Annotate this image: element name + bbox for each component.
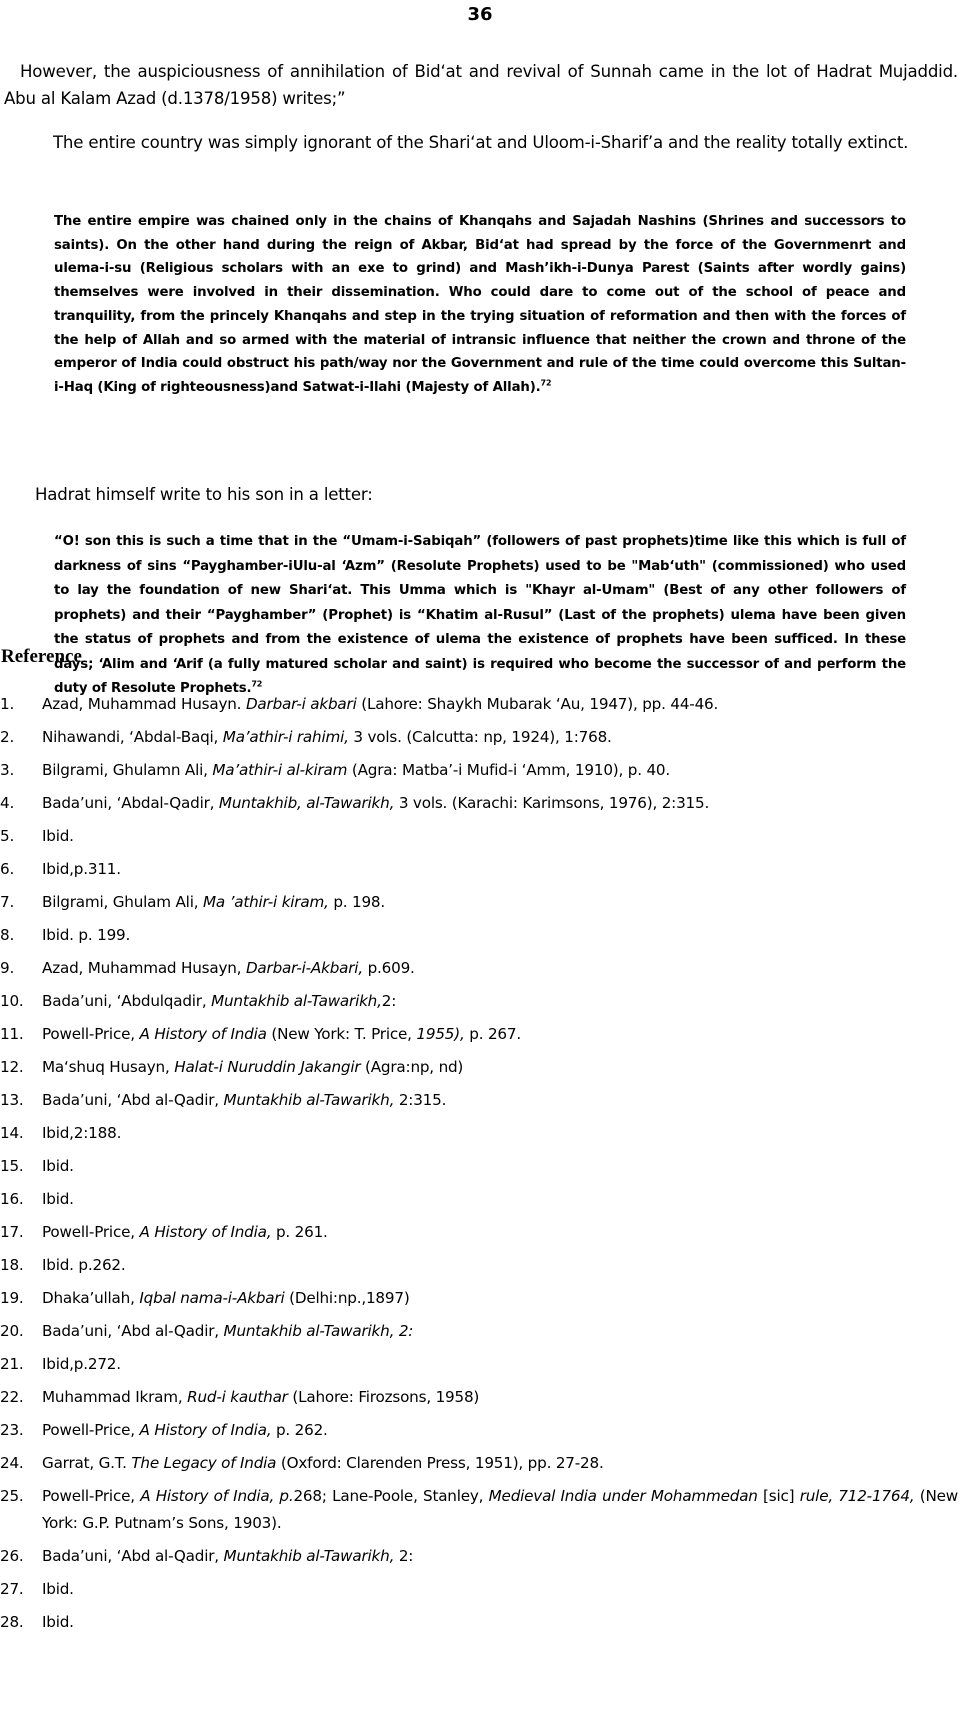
reference-text: Ibid.	[42, 1580, 74, 1598]
reference-item	[0, 1483, 958, 1537]
reference-text: p. 261.	[271, 1223, 328, 1241]
reference-number: 15.	[0, 1157, 24, 1175]
reference-item	[0, 1252, 958, 1279]
body-paragraph-2: Hadrat himself write to his son in a letter:	[35, 485, 373, 504]
reference-title: Muntakhib al-Tawarikh,	[223, 1091, 395, 1109]
reference-text: Ibid.	[42, 1157, 74, 1175]
reference-item	[0, 1384, 958, 1411]
reference-number: 24.	[0, 1454, 24, 1472]
reference-text: Bada’uni, ‘Abd al-Qadir,	[42, 1547, 224, 1565]
reference-item	[0, 889, 958, 916]
reference-number: 22.	[0, 1388, 24, 1406]
reference-text: Ibid.	[42, 1613, 74, 1631]
reference-number: 21.	[0, 1355, 24, 1373]
reference-number: 18.	[0, 1256, 24, 1274]
reference-text: Ibid,p.272.	[42, 1355, 121, 1373]
reference-item	[0, 922, 958, 949]
reference-text: Ibid,2:188.	[42, 1124, 122, 1142]
reference-title: Iqbal nama-i-Akbari	[139, 1289, 285, 1307]
reference-text: Nihawandi, ‘Abdal-Baqi,	[42, 728, 223, 746]
reference-number: 8.	[0, 926, 15, 944]
reference-number: 23.	[0, 1421, 24, 1439]
reference-item	[0, 1543, 958, 1570]
block-quote-text: “O! son this is such a time that in the “Umam-i-Sabiqah” (followers of past prophets)time like this which is full of darkness of sins “Payghamber-iUlu-al ‘Azm” (Resolute Prophets) used to be "Mab‘uth" (commissioned) who used to lay the foundation of new Shari‘at. This Umma which is "Khayr al-Umam" (Best of any other followers of prophets) and their “Payghamber” (Prophet) is “Khatim al-Rusul” (Last of the prophets) ulema have been given the status of prophets and from the existence of ulema the existence of prophets have been sufficed. In these days; ‘Alim and ‘Arif (a fully matured scholar and saint) is required who become the successor of and perform the duty of Resolute Prophets.	[54, 534, 906, 696]
reference-text: p. 267.	[464, 1025, 521, 1043]
block-quote-text: The entire empire was chained only in the chains of Khanqahs and Sajadah Nashins (Shrines and successors to saints). On the other hand during the reign of Akbar, Bid‘at had spread by the force of the Governmenrt and ulema-i-su (Religious scholars with an exe to grind) and Mash’ikh-i-Dunya Parest (Saints after wordly gains) themselves were involved in their dissemination. Who could dare to come out of the school of peace and tranquility, from the princely Khanqahs and step in the trying situation of reformation and then with the forces of the help of Allah and so armed with the material of intransic influence that neither the crown and throne of the emperor of India could obstruct his path/way nor the Government and rule of the time could overcome this Sultan-i-Haq (King of righteousness)and Satwat-i-Ilahi (Majesty of Allah).	[54, 214, 906, 395]
reference-text: (Agra: Matba’-i Mufid-i ‘Amm, 1910), p. 40.	[347, 761, 671, 779]
reference-item	[0, 1318, 958, 1345]
reference-item	[0, 1087, 958, 1114]
reference-item	[0, 1609, 958, 1636]
reference-item	[0, 1021, 958, 1048]
body-paragraph: However, the auspiciousness of annihilation of Bid‘at and revival of Sunnah came in the lot of Hadrat Mujaddid. Abu al Kalam Azad (d.1378/1958) writes;”	[4, 62, 958, 108]
reference-text: Bilgrami, Ghulamn Ali,	[42, 761, 213, 779]
reference-item	[0, 1153, 958, 1180]
reference-text: Azad, Muhammad Husayn,	[42, 959, 246, 977]
reference-number: 13.	[0, 1091, 24, 1109]
reference-item	[0, 856, 958, 883]
reference-number: 26.	[0, 1547, 24, 1565]
reference-text: 2:	[394, 1547, 414, 1565]
reference-text: (Delhi:np.,1897)	[284, 1289, 410, 1307]
reference-item	[0, 1417, 958, 1444]
reference-text: Ibid.	[42, 1190, 74, 1208]
reference-title: Ma’athir-i al-kiram	[212, 761, 348, 779]
reference-title: 1955),	[416, 1025, 465, 1043]
reference-number: 19.	[0, 1289, 24, 1307]
reference-text: Powell-Price,	[42, 1025, 140, 1043]
reference-number: 1.	[0, 695, 15, 713]
reference-item	[0, 1219, 958, 1246]
footnote-marker: 72	[540, 378, 552, 388]
reference-text: Bada’uni, ‘Abdulqadir,	[42, 992, 212, 1010]
reference-text: 3 vols. (Calcutta: np, 1924), 1:768.	[348, 728, 612, 746]
reference-text: 268; Lane-Poole, Stanley,	[293, 1487, 489, 1505]
footnote-marker: 72	[251, 679, 263, 689]
reference-item	[0, 1351, 958, 1378]
reference-text: Bada’uni, ‘Abd al-Qadir,	[42, 1091, 224, 1109]
reference-text: p. 198.	[328, 893, 386, 911]
reference-title: Muntakhib al-Tawarikh, 2:	[223, 1322, 414, 1340]
reference-title: Ma ’athir-i kiram,	[202, 893, 329, 911]
reference-title: Rud-i kauthar	[187, 1388, 288, 1406]
reference-number: 10.	[0, 992, 24, 1010]
reference-text: (Lahore: Firozsons, 1958)	[287, 1388, 480, 1406]
reference-text: Garrat, G.T.	[42, 1454, 132, 1472]
reference-number: 16.	[0, 1190, 24, 1208]
reference-number: 2.	[0, 728, 15, 746]
reference-text: Muhammad Ikram,	[42, 1388, 188, 1406]
reference-text: Ma‘shuq Husayn,	[42, 1058, 175, 1076]
reference-text: Powell-Price,	[42, 1487, 141, 1505]
reference-item	[0, 724, 958, 751]
reference-text: 2:	[381, 992, 397, 1010]
reference-item	[0, 1186, 958, 1213]
reference-item	[0, 1576, 958, 1603]
reference-number: 5.	[0, 827, 15, 845]
reference-item	[0, 1450, 958, 1477]
reference-text: p.609.	[362, 959, 415, 977]
reference-text: Bada’uni, ‘Abd al-Qadir,	[42, 1322, 224, 1340]
reference-item	[0, 790, 958, 817]
reference-text: (New York: G.P. Putnam’s Sons, 1903).	[42, 1487, 959, 1532]
reference-text: Dhaka’ullah,	[42, 1289, 140, 1307]
reference-number: 14.	[0, 1124, 24, 1142]
reference-text: 3 vols. (Karachi: Karimsons, 1976), 2:315.	[394, 794, 710, 812]
reference-text: [sic]	[757, 1487, 800, 1505]
block-quote-1	[54, 210, 906, 400]
reference-title: A History of India,	[139, 1421, 272, 1439]
reference-list	[0, 691, 958, 1642]
reference-number: 20.	[0, 1322, 24, 1340]
reference-text: 2:315.	[394, 1091, 447, 1109]
reference-title: Darbar-i akbari	[245, 695, 357, 713]
reference-title: rule, 712-1764,	[799, 1487, 915, 1505]
reference-number: 9.	[0, 959, 15, 977]
reference-title: Muntakhib al-Tawarikh,	[211, 992, 382, 1010]
reference-text: Ibid,p.311.	[42, 860, 121, 878]
reference-title: Medieval India under Mohammedan	[488, 1487, 758, 1505]
reference-title: The Legacy of India	[131, 1454, 277, 1472]
reference-item	[0, 988, 958, 1015]
reference-number: 27.	[0, 1580, 24, 1598]
reference-item	[0, 691, 958, 718]
reference-item	[0, 1120, 958, 1147]
reference-title: A History of India	[139, 1025, 267, 1043]
reference-item	[0, 955, 958, 982]
reference-item	[0, 823, 958, 850]
reference-text: Ibid.	[42, 827, 74, 845]
reference-text: (Agra:np, nd)	[360, 1058, 464, 1076]
reference-text: Azad, Muhammad Husayn.	[42, 695, 246, 713]
reference-title: Muntakhib al-Tawarikh,	[223, 1547, 395, 1565]
reference-title: A History of India, p.	[140, 1487, 294, 1505]
reference-text: (Lahore: Shaykh Mubarak ‘Au, 1947), pp. 44-46.	[356, 695, 719, 713]
reference-text: Bada’uni, ‘Abdal-Qadir,	[42, 794, 219, 812]
reference-text: p. 262.	[271, 1421, 328, 1439]
reference-title: Darbar-i-Akbari,	[245, 959, 363, 977]
page-number: 36	[467, 4, 493, 25]
reference-text: Powell-Price,	[42, 1421, 140, 1439]
reference-number: 17.	[0, 1223, 24, 1241]
reference-title: Muntakhib, al-Tawarikh,	[218, 794, 395, 812]
reference-number: 11.	[0, 1025, 24, 1043]
reference-heading: Reference	[1, 646, 82, 667]
reference-title: Halat-i Nuruddin Jakangir	[174, 1058, 361, 1076]
quote-intro: The entire country was simply ignorant of the Shari‘at and Uloom-i-Sharif’a and the reality totally extinct.	[53, 133, 909, 152]
reference-item	[0, 757, 958, 784]
reference-number: 4.	[0, 794, 15, 812]
reference-text: (Oxford: Clarenden Press, 1951), pp. 27-28.	[276, 1454, 604, 1472]
reference-number: 25.	[0, 1487, 24, 1505]
reference-number: 12.	[0, 1058, 24, 1076]
reference-text: (New York: T. Price,	[266, 1025, 417, 1043]
reference-number: 7.	[0, 893, 15, 911]
reference-item	[0, 1054, 958, 1081]
reference-text: Bilgrami, Ghulam Ali,	[42, 893, 203, 911]
block-quote-2	[54, 530, 906, 702]
reference-text: Powell-Price,	[42, 1223, 140, 1241]
reference-text: Ibid. p. 199.	[42, 926, 131, 944]
reference-number: 28.	[0, 1613, 24, 1631]
reference-number: 6.	[0, 860, 15, 878]
reference-title: Ma’athir-i rahimi,	[222, 728, 349, 746]
reference-text: Ibid. p.262.	[42, 1256, 126, 1274]
reference-item	[0, 1285, 958, 1312]
reference-number: 3.	[0, 761, 15, 779]
reference-title: A History of India,	[139, 1223, 272, 1241]
